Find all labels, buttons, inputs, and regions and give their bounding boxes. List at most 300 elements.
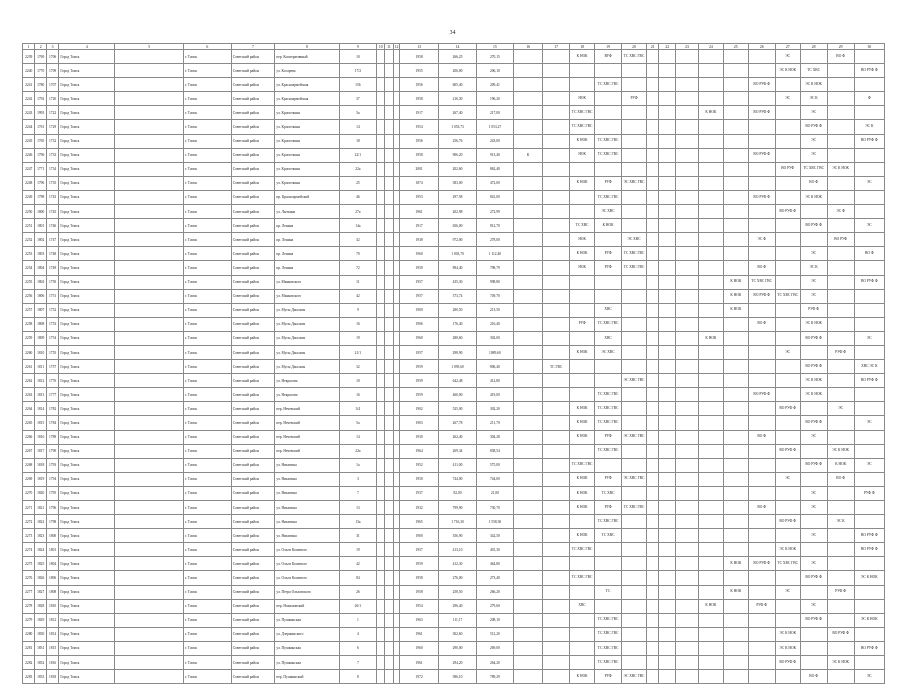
table-cell: 1801 [46, 543, 58, 557]
table-cell: 1754 [46, 331, 58, 345]
table-cell [854, 190, 884, 204]
table-cell [115, 571, 184, 585]
table-cell: г. Томск [183, 613, 231, 627]
table-cell: ЭС [800, 134, 827, 148]
table-cell: Советский район [231, 120, 275, 134]
table-row [23, 458, 885, 472]
table-cell: 2278 [23, 599, 35, 613]
table-cell [514, 190, 543, 204]
table-cell [659, 360, 676, 374]
table-cell: 2250 [23, 205, 35, 219]
table-cell: 294,20 [439, 656, 476, 670]
table-cell [659, 543, 676, 557]
table-cell: 1802 [35, 233, 46, 247]
table-cell [377, 515, 385, 529]
table-cell: ТС ХВС ГВС [595, 190, 622, 204]
table-cell: 26/1 [339, 599, 376, 613]
table-row [23, 106, 885, 120]
table-cell [647, 501, 659, 515]
table-cell [800, 543, 827, 557]
table-cell [659, 148, 676, 162]
table-cell [115, 402, 184, 416]
table-cell [543, 416, 570, 430]
table-cell: Советский район [231, 303, 275, 317]
table-cell [514, 106, 543, 120]
table-cell [622, 120, 647, 134]
table-row [23, 613, 885, 627]
table-cell [115, 247, 184, 261]
table-cell: ЭС ХВС ГВС [622, 430, 647, 444]
table-cell [385, 190, 393, 204]
table-cell [676, 543, 699, 557]
table-cell [659, 599, 676, 613]
table-cell: ЭС К НОК [854, 613, 884, 627]
table-cell [748, 402, 775, 416]
table-cell: г. Томск [183, 303, 231, 317]
table-cell: Советский район [231, 670, 275, 684]
table-cell: 525,00 [439, 402, 476, 416]
table-cell: К НОК [570, 134, 595, 148]
table-cell [827, 529, 854, 543]
table-cell: г. Томск [183, 486, 231, 500]
table-cell: Город Томск [59, 360, 115, 374]
table-cell [775, 374, 800, 388]
table-cell [115, 275, 184, 289]
table-cell [570, 331, 595, 345]
table-cell: ТС ГВС [543, 360, 570, 374]
table-cell [647, 529, 659, 543]
table-cell [854, 430, 884, 444]
table-cell: Город Томск [59, 374, 115, 388]
table-cell [659, 134, 676, 148]
table-cell [115, 64, 184, 78]
table-cell [676, 247, 699, 261]
table-cell [775, 360, 800, 374]
table-cell [385, 515, 393, 529]
table-cell [676, 331, 699, 345]
table-cell: ВО Ф [854, 247, 884, 261]
table-cell: 2275 [23, 557, 35, 571]
column-number-header: 26 [748, 44, 775, 50]
table-cell: 1965 [399, 515, 438, 529]
table-cell [385, 374, 393, 388]
table-cell [514, 543, 543, 557]
table-cell: 4 [339, 627, 376, 641]
table-row [23, 529, 885, 543]
table-cell [775, 458, 800, 472]
table-cell: Город Томск [59, 543, 115, 557]
table-cell: РУФ [595, 261, 622, 275]
table-cell [622, 134, 647, 148]
table-cell [676, 374, 699, 388]
table-cell: 8 [339, 670, 376, 684]
table-cell: 744,00 [439, 472, 476, 486]
table-cell: Советский район [231, 106, 275, 120]
table-row [23, 444, 885, 458]
table-cell [377, 190, 385, 204]
table-cell [698, 444, 723, 458]
table-cell: ЭС [775, 472, 800, 486]
table-cell: 10 [339, 374, 376, 388]
table-cell: ЭС К НОК [775, 543, 800, 557]
table-cell [775, 317, 800, 331]
table-cell [827, 120, 854, 134]
table-cell [595, 106, 622, 120]
table-cell [543, 275, 570, 289]
table-cell [377, 219, 385, 233]
table-cell [570, 388, 595, 402]
table-cell [647, 233, 659, 247]
table-cell [622, 515, 647, 529]
table-cell: ТС ХВС ГВС [570, 543, 595, 557]
table-cell [698, 529, 723, 543]
table-cell: г. Томск [183, 388, 231, 402]
table-cell [676, 64, 699, 78]
table-cell [827, 134, 854, 148]
table-cell [647, 289, 659, 303]
table-cell: 72 [339, 261, 376, 275]
table-cell: ТС ХВС ГВС [570, 106, 595, 120]
table-cell [115, 670, 184, 684]
table-cell [622, 388, 647, 402]
table-cell [723, 219, 748, 233]
table-cell [723, 233, 748, 247]
table-cell [659, 78, 676, 92]
table-cell [827, 388, 854, 402]
table-cell [543, 219, 570, 233]
table-cell [622, 345, 647, 359]
table-cell: ЭС К НОК [827, 162, 854, 176]
table-cell: 111,17 [439, 613, 476, 627]
table-cell [570, 557, 595, 571]
table-cell [659, 458, 676, 472]
table-cell: г. Томск [183, 599, 231, 613]
table-cell: Советский район [231, 374, 275, 388]
table-cell [827, 557, 854, 571]
table-cell [775, 331, 800, 345]
table-cell: пер. Нечевский [275, 444, 339, 458]
table-cell [676, 444, 699, 458]
table-cell: 1814 [46, 627, 58, 641]
table-cell [543, 501, 570, 515]
table-cell: 1829 [35, 613, 46, 627]
table-cell [698, 613, 723, 627]
table-cell [622, 289, 647, 303]
table-row [23, 78, 885, 92]
table-cell: 1964 [399, 444, 438, 458]
table-cell [698, 78, 723, 92]
table-cell: ЭС К НОК [827, 444, 854, 458]
table-cell: 1957 [399, 275, 438, 289]
table-cell [854, 317, 884, 331]
table-cell: ЭС [800, 106, 827, 120]
table-cell [748, 205, 775, 219]
table-cell [800, 627, 827, 641]
table-cell: К НОК [570, 472, 595, 486]
table-cell: г. Томск [183, 641, 231, 655]
table-cell: ВО РУФ Ф [775, 656, 800, 670]
table-cell [723, 134, 748, 148]
table-cell [377, 388, 385, 402]
table-cell: 1816 [35, 430, 46, 444]
table-cell: 9 [339, 303, 376, 317]
table-cell: ЭС [800, 599, 827, 613]
table-cell [115, 627, 184, 641]
table-cell [659, 205, 676, 219]
table-cell: 806,40 [476, 360, 513, 374]
table-cell [514, 289, 543, 303]
table-cell: ВО РУФ Ф [854, 134, 884, 148]
table-cell [570, 374, 595, 388]
table-row [23, 50, 885, 64]
table-cell [377, 374, 385, 388]
table-cell [514, 64, 543, 78]
table-cell: ЭС К НОК [800, 78, 827, 92]
table-cell: 435,30 [439, 275, 476, 289]
table-cell: 256,76 [439, 134, 476, 148]
page-number: 34 [449, 30, 456, 36]
table-cell: 280,60 [439, 331, 476, 345]
table-cell: 13 [339, 501, 376, 515]
table-cell [543, 458, 570, 472]
table-cell [377, 64, 385, 78]
table-cell: 2277 [23, 585, 35, 599]
table-cell: Город Томск [59, 92, 115, 106]
table-cell [514, 599, 543, 613]
table-cell [570, 444, 595, 458]
table-cell: 1972 [399, 670, 438, 684]
table-cell [514, 641, 543, 655]
table-cell [543, 345, 570, 359]
table-cell [676, 275, 699, 289]
table-cell: ул. Кропоткина [275, 148, 339, 162]
table-cell: ул. Некрасова [275, 374, 339, 388]
table-cell [115, 472, 184, 486]
table-cell: ул. Пушкинская [275, 613, 339, 627]
table-cell: 730,70 [476, 501, 513, 515]
table-cell [748, 219, 775, 233]
table-cell: ЭС [775, 92, 800, 106]
table-cell [115, 515, 184, 529]
table-cell: 7 [339, 656, 376, 670]
table-cell [514, 233, 543, 247]
table-cell [659, 219, 676, 233]
table-cell [543, 627, 570, 641]
table-cell: 1796 [35, 148, 46, 162]
table-cell [377, 289, 385, 303]
table-row [23, 670, 885, 684]
table-cell: 1961 [399, 656, 438, 670]
table-cell [385, 303, 393, 317]
table-cell: Советский район [231, 571, 275, 585]
table-cell: ул. Петра Ольховского [275, 585, 339, 599]
table-cell [827, 599, 854, 613]
table-cell: 2244 [23, 120, 35, 134]
table-cell: ЭС [854, 458, 884, 472]
table-cell: Советский район [231, 543, 275, 557]
table-cell: ЭС [800, 275, 827, 289]
table-cell: 586,10 [439, 670, 476, 684]
table-row [23, 430, 885, 444]
table-cell [775, 275, 800, 289]
table-cell [676, 670, 699, 684]
table-cell [676, 345, 699, 359]
table-cell [543, 472, 570, 486]
table-cell [385, 219, 393, 233]
table-cell: 2273 [23, 529, 35, 543]
table-cell [543, 402, 570, 416]
table-cell [543, 190, 570, 204]
table-cell: 1796 [46, 501, 58, 515]
table-cell: 1793 [46, 458, 58, 472]
table-cell: К НОК [723, 289, 748, 303]
table-cell [775, 247, 800, 261]
column-number-header: 14 [439, 44, 476, 50]
table-cell: 21/1 [339, 345, 376, 359]
table-cell: ТС ХВС ГВС [622, 261, 647, 275]
table-cell [723, 529, 748, 543]
table-cell [115, 78, 184, 92]
table-cell: ЭС [800, 557, 827, 571]
table-cell: 258,50 [439, 585, 476, 599]
table-cell: ЭС ХВС [622, 233, 647, 247]
table-cell [377, 331, 385, 345]
table-cell: ВО Ф [748, 317, 775, 331]
table-cell: 1722 [46, 106, 58, 120]
table-cell: ВО РУФ Ф [775, 515, 800, 529]
table-cell [854, 205, 884, 219]
table-cell [698, 64, 723, 78]
table-cell: 1798 [35, 190, 46, 204]
table-cell [723, 515, 748, 529]
table-cell [622, 416, 647, 430]
table-cell [748, 641, 775, 655]
table-cell: 411,00 [439, 458, 476, 472]
table-cell [647, 148, 659, 162]
table-cell: 373,74 [439, 289, 476, 303]
table-cell [676, 515, 699, 529]
table-cell: 266,20 [476, 585, 513, 599]
table-cell [385, 388, 393, 402]
table-cell: 46 [339, 190, 376, 204]
table-row [23, 388, 885, 402]
table-cell [748, 472, 775, 486]
table-cell: ул. Никитина [275, 458, 339, 472]
table-cell [723, 190, 748, 204]
table-cell: 1757 [46, 360, 58, 374]
table-cell: 2246 [23, 148, 35, 162]
table-cell [723, 176, 748, 190]
table-cell: г. Томск [183, 233, 231, 247]
table-cell [514, 430, 543, 444]
table-cell: ХВС [595, 331, 622, 345]
table-cell: 419,00 [476, 388, 513, 402]
table-cell: 1950 [399, 472, 438, 486]
table-cell [698, 134, 723, 148]
table-cell: ТС ХВС ГВС [570, 120, 595, 134]
table-cell [827, 430, 854, 444]
table-cell: 1815 [35, 416, 46, 430]
table-cell: РУФ [595, 176, 622, 190]
table-cell: 1960 [399, 247, 438, 261]
table-cell [514, 247, 543, 261]
table-cell [723, 416, 748, 430]
column-number-header: 8 [275, 44, 339, 50]
table-cell: ВО РУФ Ф [800, 219, 827, 233]
table-cell [514, 345, 543, 359]
table-cell [698, 501, 723, 515]
table-cell: 1819 [35, 472, 46, 486]
table-cell [827, 261, 854, 275]
table-cell: ЭС ХВС [595, 205, 622, 219]
table-cell [698, 641, 723, 655]
table-cell [514, 388, 543, 402]
table-cell [698, 402, 723, 416]
table-cell [377, 486, 385, 500]
table-cell: ВО РУФ Ф [800, 120, 827, 134]
table-cell [659, 670, 676, 684]
table-cell: Город Томск [59, 557, 115, 571]
table-cell: пер. Нахимовский [275, 599, 339, 613]
table-cell: 216,30 [439, 92, 476, 106]
table-cell [723, 64, 748, 78]
table-cell [827, 416, 854, 430]
table-cell: ул. Красноармейская [275, 92, 339, 106]
table-cell [775, 134, 800, 148]
table-cell [385, 402, 393, 416]
table-cell: г. Томск [183, 501, 231, 515]
table-cell: 1811 [35, 360, 46, 374]
table-cell: 1952 [399, 458, 438, 472]
table-cell: ЭС Ф [827, 205, 854, 219]
table-cell [748, 162, 775, 176]
table-cell [748, 247, 775, 261]
table-row [23, 219, 885, 233]
table-cell: РУФ Ф [800, 303, 827, 317]
table-cell [676, 641, 699, 655]
table-cell [543, 529, 570, 543]
table-cell: ТС ХВС ГВС [595, 627, 622, 641]
table-cell: г. Томск [183, 176, 231, 190]
table-cell [543, 50, 570, 64]
column-number-header: 29 [827, 44, 854, 50]
table-cell [659, 247, 676, 261]
table-row [23, 120, 885, 134]
table-cell: 1954 [399, 120, 438, 134]
table-cell: 298,90 [439, 345, 476, 359]
table-cell [723, 205, 748, 219]
table-cell [659, 233, 676, 247]
table-cell: ТС ХВС ГВС [595, 317, 622, 331]
table-cell: 1790 [46, 444, 58, 458]
table-row [23, 317, 885, 331]
table-cell: г. Томск [183, 472, 231, 486]
table-cell: 1796 [35, 176, 46, 190]
column-number-header: 17 [543, 44, 570, 50]
table-cell: 16 [339, 317, 376, 331]
table-cell: пер. Нечевский [275, 416, 339, 430]
table-cell: 656,00 [439, 219, 476, 233]
table-cell: 1804 [46, 557, 58, 571]
table-cell: г. Томск [183, 515, 231, 529]
table-row [23, 501, 885, 515]
table-cell [698, 148, 723, 162]
table-cell: 1957 [399, 345, 438, 359]
table-cell: 2264 [23, 402, 35, 416]
table-cell: 1827 [35, 585, 46, 599]
table-cell [723, 458, 748, 472]
table-cell [622, 275, 647, 289]
